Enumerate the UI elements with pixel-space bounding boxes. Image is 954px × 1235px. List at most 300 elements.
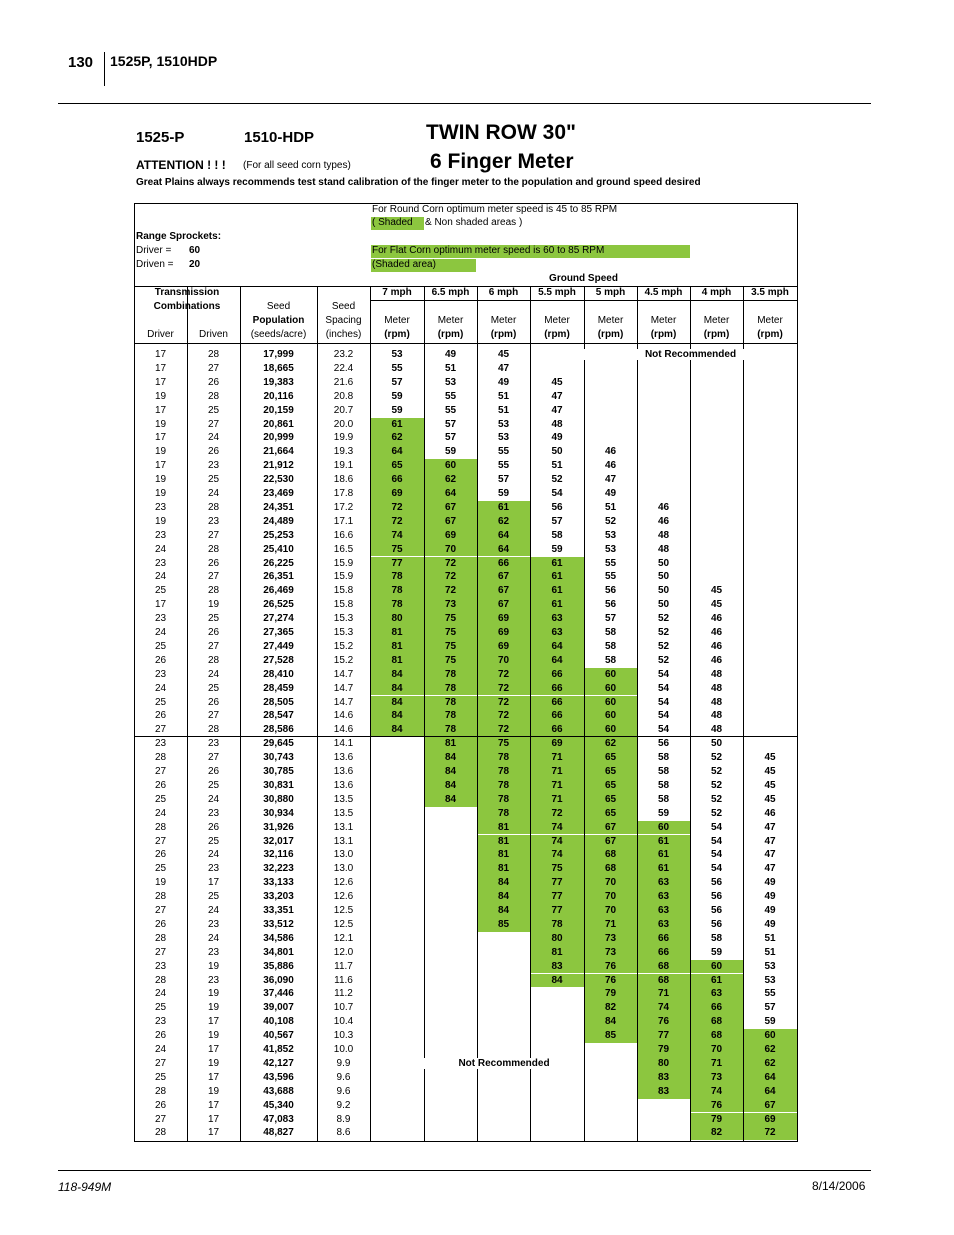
meter-rpm-cell: 51: [497, 404, 510, 416]
not-recommended-label: Not Recommended: [584, 349, 797, 360]
population-cell: 25,410: [263, 543, 294, 555]
meter-rpm-cell: 78: [391, 571, 403, 583]
driver-cell: 19: [154, 877, 167, 889]
meter-rpm-cell: 75: [444, 654, 457, 666]
spacing-cell: 15.9: [333, 571, 354, 583]
meter-header: Meter: [544, 315, 570, 326]
meter-rpm-cell: 49: [444, 349, 457, 360]
population-cell: 30,743: [263, 752, 294, 764]
meter-rpm-cell: 84: [444, 793, 457, 805]
meter-rpm-cell: 66: [657, 932, 670, 944]
meter-rpm-cell: 53: [764, 960, 776, 972]
population-cell: 27,365: [263, 627, 294, 638]
meter-rpm-cell: 84: [604, 1016, 617, 1028]
meter-rpm-cell: 83: [551, 960, 563, 972]
meter-rpm-cell: 67: [444, 515, 457, 527]
spacing-cell: 13.6: [333, 766, 354, 777]
population-cell: 17,999: [263, 349, 294, 360]
driven-cell: 19: [207, 960, 220, 972]
meter-rpm-cell: 54: [551, 488, 563, 499]
meter-rpm-cell: 78: [444, 682, 457, 694]
meter-rpm-cell: 51: [551, 460, 563, 472]
meter-rpm-cell: 66: [551, 724, 563, 736]
meter-rpm-cell: 63: [657, 877, 670, 889]
driven-cell: 17: [207, 1071, 220, 1083]
meter-rpm-cell: 68: [604, 863, 617, 875]
transmission-header: Transmission: [154, 287, 220, 298]
meter-rpm-cell: 52: [604, 515, 617, 527]
meter-rpm-cell: 69: [497, 613, 510, 625]
driven-cell: 25: [207, 404, 220, 416]
meter-rpm-cell: 60: [444, 460, 457, 472]
spacing-header: Seed: [331, 301, 356, 312]
meter-rpm-cell: 58: [657, 752, 670, 764]
population-cell: 43,596: [263, 1071, 294, 1083]
page-number: 130: [68, 54, 94, 71]
meter-rpm-cell: 54: [710, 863, 723, 875]
driven-cell: 24: [207, 932, 220, 944]
meter-rpm-cell: 50: [551, 446, 563, 458]
meter-rpm-cell: 45: [764, 779, 776, 791]
meter-rpm-cell: 71: [551, 766, 563, 777]
meter-rpm-cell: 61: [551, 571, 563, 583]
table-border-right: [797, 203, 798, 1141]
meter-rpm-cell: 64: [497, 543, 510, 555]
driven-cell: 17: [207, 1113, 220, 1125]
driver-cell: 23: [154, 501, 167, 513]
driven-cell: 25: [207, 891, 220, 903]
population-cell: 20,116: [263, 390, 294, 402]
driver-value: 60: [189, 245, 201, 256]
population-cell: 35,886: [263, 960, 294, 972]
population-cell: 22,530: [263, 474, 294, 486]
meter-rpm-cell: 45: [497, 349, 510, 360]
meter-rpm-cell: 78: [444, 696, 457, 708]
model-label-1510hdp: 1510-HDP: [244, 129, 315, 146]
driven-cell: 27: [207, 710, 220, 722]
population-cell: 21,912: [263, 460, 294, 472]
driven-cell: 23: [207, 918, 220, 930]
meter-rpm-cell: 45: [764, 752, 776, 764]
meter-rpm-cell: 52: [551, 474, 563, 486]
meter-rpm-cell: 54: [710, 835, 723, 847]
calibration-note: Great Plains always recommends test stand calibration of the finger meter to the population and ground speed desired: [136, 177, 701, 188]
meter-rpm-cell: 48: [710, 696, 723, 708]
meter-rpm-cell: 49: [764, 891, 776, 903]
meter-rpm-cell: 84: [444, 779, 457, 791]
spacing-cell: 12.5: [333, 918, 354, 930]
driver-cell: 25: [154, 585, 167, 597]
driver-cell: 27: [154, 835, 167, 847]
meter-rpm-cell: 48: [710, 724, 723, 736]
meter-rpm-cell: 53: [764, 974, 776, 986]
meter-rpm-cell: 47: [764, 835, 776, 847]
spacing-cell: 12.6: [333, 891, 354, 903]
meter-rpm-cell: 48: [710, 710, 723, 722]
meter-rpm-cell: 78: [497, 752, 510, 764]
meter-rpm-cell: 72: [444, 557, 457, 569]
meter-rpm-cell: 61: [657, 863, 670, 875]
driver-cell: 25: [154, 640, 167, 652]
driven-cell: 25: [207, 682, 220, 694]
meter-rpm-cell: 57: [444, 418, 457, 430]
driver-cell: 24: [154, 988, 167, 1000]
meter-rpm-cell: 66: [497, 557, 510, 569]
meter-rpm-cell: 56: [657, 738, 670, 750]
meter-rpm-cell: 48: [710, 682, 723, 694]
meter-rpm-cell: 57: [497, 474, 510, 486]
population-cell: 33,203: [263, 891, 294, 903]
meter-rpm-cell: 55: [444, 390, 457, 402]
meter-rpm-cell: 59: [444, 446, 457, 458]
driver-cell: 19: [154, 515, 167, 527]
population-header: Population: [252, 315, 305, 326]
meter-rpm-cell: 63: [657, 891, 670, 903]
meter-rpm-cell: 54: [657, 668, 670, 680]
meter-header: (rpm): [490, 329, 517, 340]
driver-cell: 19: [154, 446, 167, 458]
meter-rpm-cell: 48: [551, 418, 563, 430]
meter-rpm-cell: 59: [710, 946, 723, 958]
meter-rpm-cell: 45: [551, 376, 563, 388]
meter-rpm-cell: 81: [497, 863, 510, 875]
population-cell: 32,116: [263, 849, 294, 861]
ground-speed-header: Ground Speed: [549, 273, 618, 284]
spacing-cell: 15.3: [333, 613, 354, 625]
spacing-cell: 17.8: [333, 488, 354, 499]
meter-rpm-cell: 79: [657, 1044, 670, 1055]
meter-rpm-cell: 65: [604, 807, 617, 819]
speed-header: 6.5 mph: [431, 287, 470, 298]
spacing-cell: 12.0: [333, 946, 354, 958]
driven-cell: 19: [207, 1057, 220, 1069]
meter-rpm-cell: 76: [604, 960, 617, 972]
meter-rpm-cell: 84: [444, 766, 457, 777]
meter-rpm-cell: 52: [710, 793, 723, 805]
meter-rpm-cell: 59: [551, 543, 563, 555]
population-cell: 26,225: [263, 557, 294, 569]
meter-rpm-cell: 84: [391, 710, 403, 722]
meter-header: (rpm): [597, 329, 624, 340]
meter-rpm-cell: 52: [710, 807, 723, 819]
driver-cell: 26: [154, 710, 167, 722]
meter-header: (rpm): [384, 329, 410, 340]
driven-cell: 28: [207, 724, 220, 736]
meter-rpm-cell: 59: [391, 390, 403, 402]
population-cell: 30,831: [263, 779, 294, 791]
meter-rpm-cell: 55: [497, 446, 510, 458]
meter-rpm-cell: 70: [604, 877, 617, 889]
meter-rpm-cell: 65: [604, 779, 617, 791]
meter-header: (rpm): [703, 329, 730, 340]
meter-rpm-cell: 61: [497, 501, 510, 513]
meter-rpm-cell: 52: [710, 779, 723, 791]
meter-rpm-cell: 53: [604, 543, 617, 555]
range-sprockets-title: Range Sprockets:: [136, 231, 222, 242]
driven-cell: 26: [207, 696, 220, 708]
spacing-cell: 14.6: [333, 710, 354, 722]
meter-rpm-cell: 52: [657, 640, 670, 652]
spacing-cell: 23.2: [333, 349, 354, 360]
meter-rpm-cell: 52: [710, 766, 723, 777]
population-header: (seeds/acre): [250, 329, 307, 340]
meter-rpm-cell: 78: [444, 724, 457, 736]
meter-rpm-cell: 73: [604, 946, 617, 958]
spacing-cell: 20.7: [333, 404, 354, 416]
meter-rpm-cell: 61: [551, 557, 563, 569]
population-cell: 33,133: [263, 877, 294, 889]
meter-rpm-cell: 67: [604, 835, 617, 847]
meter-rpm-cell: 47: [551, 404, 563, 416]
meter-rpm-cell: 69: [764, 1113, 776, 1125]
meter-rpm-cell: 81: [551, 946, 563, 958]
spacing-header: (inches): [325, 329, 362, 340]
driven-cell: 28: [207, 543, 220, 555]
driver-cell: 27: [154, 724, 167, 736]
meter-rpm-cell: 72: [551, 807, 563, 819]
population-cell: 30,934: [263, 807, 294, 819]
legend-flat-corn: For Flat Corn optimum meter speed is 60 to 85 RPM: [372, 245, 605, 256]
meter-rpm-cell: 83: [657, 1071, 670, 1083]
meter-rpm-cell: 60: [764, 1030, 776, 1042]
meter-rpm-cell: 51: [497, 390, 510, 402]
meter-rpm-cell: 70: [444, 543, 457, 555]
population-cell: 19,383: [263, 376, 294, 388]
meter-rpm-cell: 84: [497, 905, 510, 916]
meter-rpm-cell: 63: [551, 627, 563, 638]
population-cell: 36,090: [263, 974, 294, 986]
meter-rpm-cell: 48: [657, 543, 670, 555]
meter-rpm-cell: 62: [391, 432, 403, 444]
speed-header: 3.5 mph: [751, 287, 789, 298]
meter-rpm-cell: 61: [391, 418, 403, 430]
meter-header: (rpm): [437, 329, 464, 340]
footer-rule: [58, 1170, 871, 1171]
spacing-cell: 10.7: [333, 1002, 354, 1014]
meter-rpm-cell: 60: [604, 668, 617, 680]
meter-rpm-cell: 66: [391, 474, 403, 486]
meter-rpm-cell: 48: [710, 668, 723, 680]
meter-rpm-cell: 71: [657, 988, 670, 1000]
meter-rpm-cell: 60: [604, 696, 617, 708]
meter-rpm-cell: 69: [551, 738, 563, 750]
spacing-cell: 10.4: [333, 1016, 354, 1028]
driven-cell: 24: [207, 905, 220, 916]
driven-cell: 28: [207, 501, 220, 513]
driver-cell: 26: [154, 654, 167, 666]
spacing-cell: 13.1: [333, 821, 354, 833]
driven-cell: 19: [207, 1002, 220, 1014]
meter-rpm-cell: 81: [391, 640, 403, 652]
attention-label: ATTENTION ! ! !: [136, 158, 226, 172]
meter-rpm-cell: 81: [497, 821, 510, 833]
driver-cell: 27: [154, 1057, 167, 1069]
meter-rpm-cell: 66: [551, 696, 563, 708]
meter-rpm-cell: 61: [551, 585, 563, 597]
meter-rpm-cell: 74: [391, 529, 403, 541]
spacing-cell: 19.9: [333, 432, 354, 444]
meter-rpm-cell: 46: [764, 807, 776, 819]
meter-rpm-cell: 47: [764, 821, 776, 833]
population-cell: 37,446: [263, 988, 294, 1000]
meter-header: Meter: [703, 315, 730, 326]
driven-cell: 17: [207, 1099, 220, 1111]
driver-cell: 24: [154, 627, 167, 638]
driven-cell: 26: [207, 821, 220, 833]
chart-title-line2: 6 Finger Meter: [430, 150, 574, 173]
meter-rpm-cell: 78: [444, 710, 457, 722]
meter-rpm-cell: 67: [497, 585, 510, 597]
driver-cell: 27: [154, 1113, 167, 1125]
driver-cell: 25: [154, 863, 167, 875]
spacing-cell: 17.2: [333, 501, 354, 513]
spacing-cell: 9.6: [336, 1085, 351, 1097]
meter-rpm-cell: 78: [497, 807, 510, 819]
meter-rpm-cell: 82: [710, 1127, 723, 1139]
population-cell: 28,586: [263, 724, 294, 736]
meter-header: (rpm): [544, 329, 570, 340]
meter-rpm-cell: 56: [710, 918, 723, 930]
meter-rpm-cell: 71: [710, 1057, 723, 1069]
population-cell: 40,567: [263, 1030, 294, 1042]
meter-rpm-cell: 82: [604, 1002, 617, 1014]
spacing-cell: 14.1: [333, 738, 354, 750]
meter-rpm-cell: 45: [710, 599, 723, 611]
spacing-cell: 10.3: [333, 1030, 354, 1042]
meter-rpm-cell: 70: [604, 891, 617, 903]
driven-cell: 23: [207, 807, 220, 819]
driver-cell: 26: [154, 1099, 167, 1111]
meter-header: Meter: [597, 315, 624, 326]
meter-rpm-cell: 51: [444, 362, 457, 374]
meter-header: Meter: [757, 315, 783, 326]
meter-rpm-cell: 83: [657, 1085, 670, 1097]
spacing-cell: 9.9: [336, 1057, 351, 1069]
meter-rpm-cell: 75: [444, 613, 457, 625]
meter-rpm-cell: 76: [604, 974, 617, 986]
meter-rpm-cell: 64: [444, 488, 457, 499]
meter-rpm-cell: 77: [657, 1030, 670, 1042]
driver-cell: 25: [154, 1002, 167, 1014]
driver-cell: 17: [154, 362, 167, 374]
driven-cell: 26: [207, 627, 220, 638]
legend-flat-shaded: (Shaded area): [372, 259, 436, 270]
driven-cell: 25: [207, 613, 220, 625]
population-cell: 30,880: [263, 793, 294, 805]
driven-cell: 27: [207, 362, 220, 374]
spacing-cell: 9.2: [336, 1099, 351, 1111]
meter-rpm-cell: 48: [657, 529, 670, 541]
population-cell: 34,586: [263, 932, 294, 944]
meter-rpm-cell: 50: [710, 738, 723, 750]
population-cell: 41,852: [263, 1044, 294, 1055]
driven-cell: 17: [207, 1016, 220, 1028]
driver-cell: 17: [154, 349, 167, 360]
spacing-cell: 11.7: [334, 960, 353, 972]
meter-rpm-cell: 46: [710, 640, 723, 652]
meter-rpm-cell: 78: [551, 918, 563, 930]
meter-rpm-cell: 46: [710, 613, 723, 625]
driven-cell: 27: [207, 529, 220, 541]
meter-rpm-cell: 67: [497, 571, 510, 583]
meter-rpm-cell: 70: [710, 1044, 723, 1055]
meter-rpm-cell: 72: [497, 668, 510, 680]
meter-rpm-cell: 65: [391, 460, 403, 472]
population-cell: 25,253: [263, 529, 294, 541]
group-separator: [134, 736, 797, 737]
meter-rpm-cell: 66: [551, 682, 563, 694]
meter-rpm-cell: 54: [657, 724, 670, 736]
meter-rpm-cell: 45: [710, 585, 723, 597]
spacing-cell: 12.5: [333, 905, 354, 916]
driven-cell: 23: [207, 946, 220, 958]
population-cell: 24,489: [263, 515, 294, 527]
meter-rpm-cell: 46: [710, 627, 723, 638]
meter-rpm-cell: 49: [551, 432, 563, 444]
driven-cell: 17: [207, 1127, 220, 1139]
meter-rpm-cell: 49: [764, 905, 776, 916]
population-cell: 40,108: [263, 1016, 294, 1028]
driven-cell: 25: [207, 474, 220, 486]
meter-header: Meter: [384, 315, 410, 326]
driven-cell: 28: [207, 349, 220, 360]
meter-rpm-cell: 49: [497, 376, 510, 388]
meter-rpm-cell: 50: [657, 599, 670, 611]
meter-rpm-cell: 66: [657, 946, 670, 958]
driver-cell: 23: [154, 1016, 167, 1028]
meter-rpm-cell: 67: [764, 1099, 776, 1111]
meter-rpm-cell: 66: [551, 668, 563, 680]
population-cell: 29,645: [263, 738, 294, 750]
population-cell: 48,827: [263, 1127, 294, 1139]
meter-rpm-cell: 74: [551, 835, 563, 847]
spacing-cell: 14.7: [333, 682, 354, 694]
legend-shaded-label: ( Shaded: [372, 217, 413, 228]
driven-cell: 28: [207, 585, 220, 597]
driven-cell: 19: [207, 599, 220, 611]
meter-rpm-cell: 56: [604, 599, 617, 611]
driver-cell: 27: [154, 946, 167, 958]
meter-rpm-cell: 59: [657, 807, 670, 819]
population-cell: 28,547: [263, 710, 294, 722]
population-cell: 26,525: [263, 599, 294, 611]
meter-rpm-cell: 53: [497, 418, 510, 430]
meter-rpm-cell: 72: [391, 515, 403, 527]
meter-rpm-cell: 64: [764, 1071, 776, 1083]
meter-rpm-cell: 50: [657, 557, 670, 569]
driven-cell: 27: [207, 418, 220, 430]
meter-rpm-cell: 67: [444, 501, 457, 513]
driven-cell: 23: [207, 738, 220, 750]
meter-rpm-cell: 52: [657, 654, 670, 666]
driven-cell: 26: [207, 766, 220, 777]
meter-rpm-cell: 80: [551, 932, 563, 944]
meter-rpm-cell: 74: [710, 1085, 723, 1097]
driven-cell: 25: [207, 779, 220, 791]
meter-rpm-cell: 71: [551, 793, 563, 805]
meter-rpm-cell: 79: [710, 1113, 723, 1125]
meter-rpm-cell: 47: [497, 362, 510, 374]
not-recommended-label: Not Recommended: [424, 1058, 584, 1069]
meter-rpm-cell: 66: [551, 710, 563, 722]
driven-cell: 19: [207, 1030, 220, 1042]
attention-note: (For all seed corn types): [243, 160, 351, 171]
meter-rpm-cell: 78: [497, 793, 510, 805]
meter-rpm-cell: 63: [551, 613, 563, 625]
meter-rpm-cell: 75: [391, 543, 403, 555]
meter-rpm-cell: 60: [604, 710, 617, 722]
meter-rpm-cell: 56: [710, 905, 723, 916]
